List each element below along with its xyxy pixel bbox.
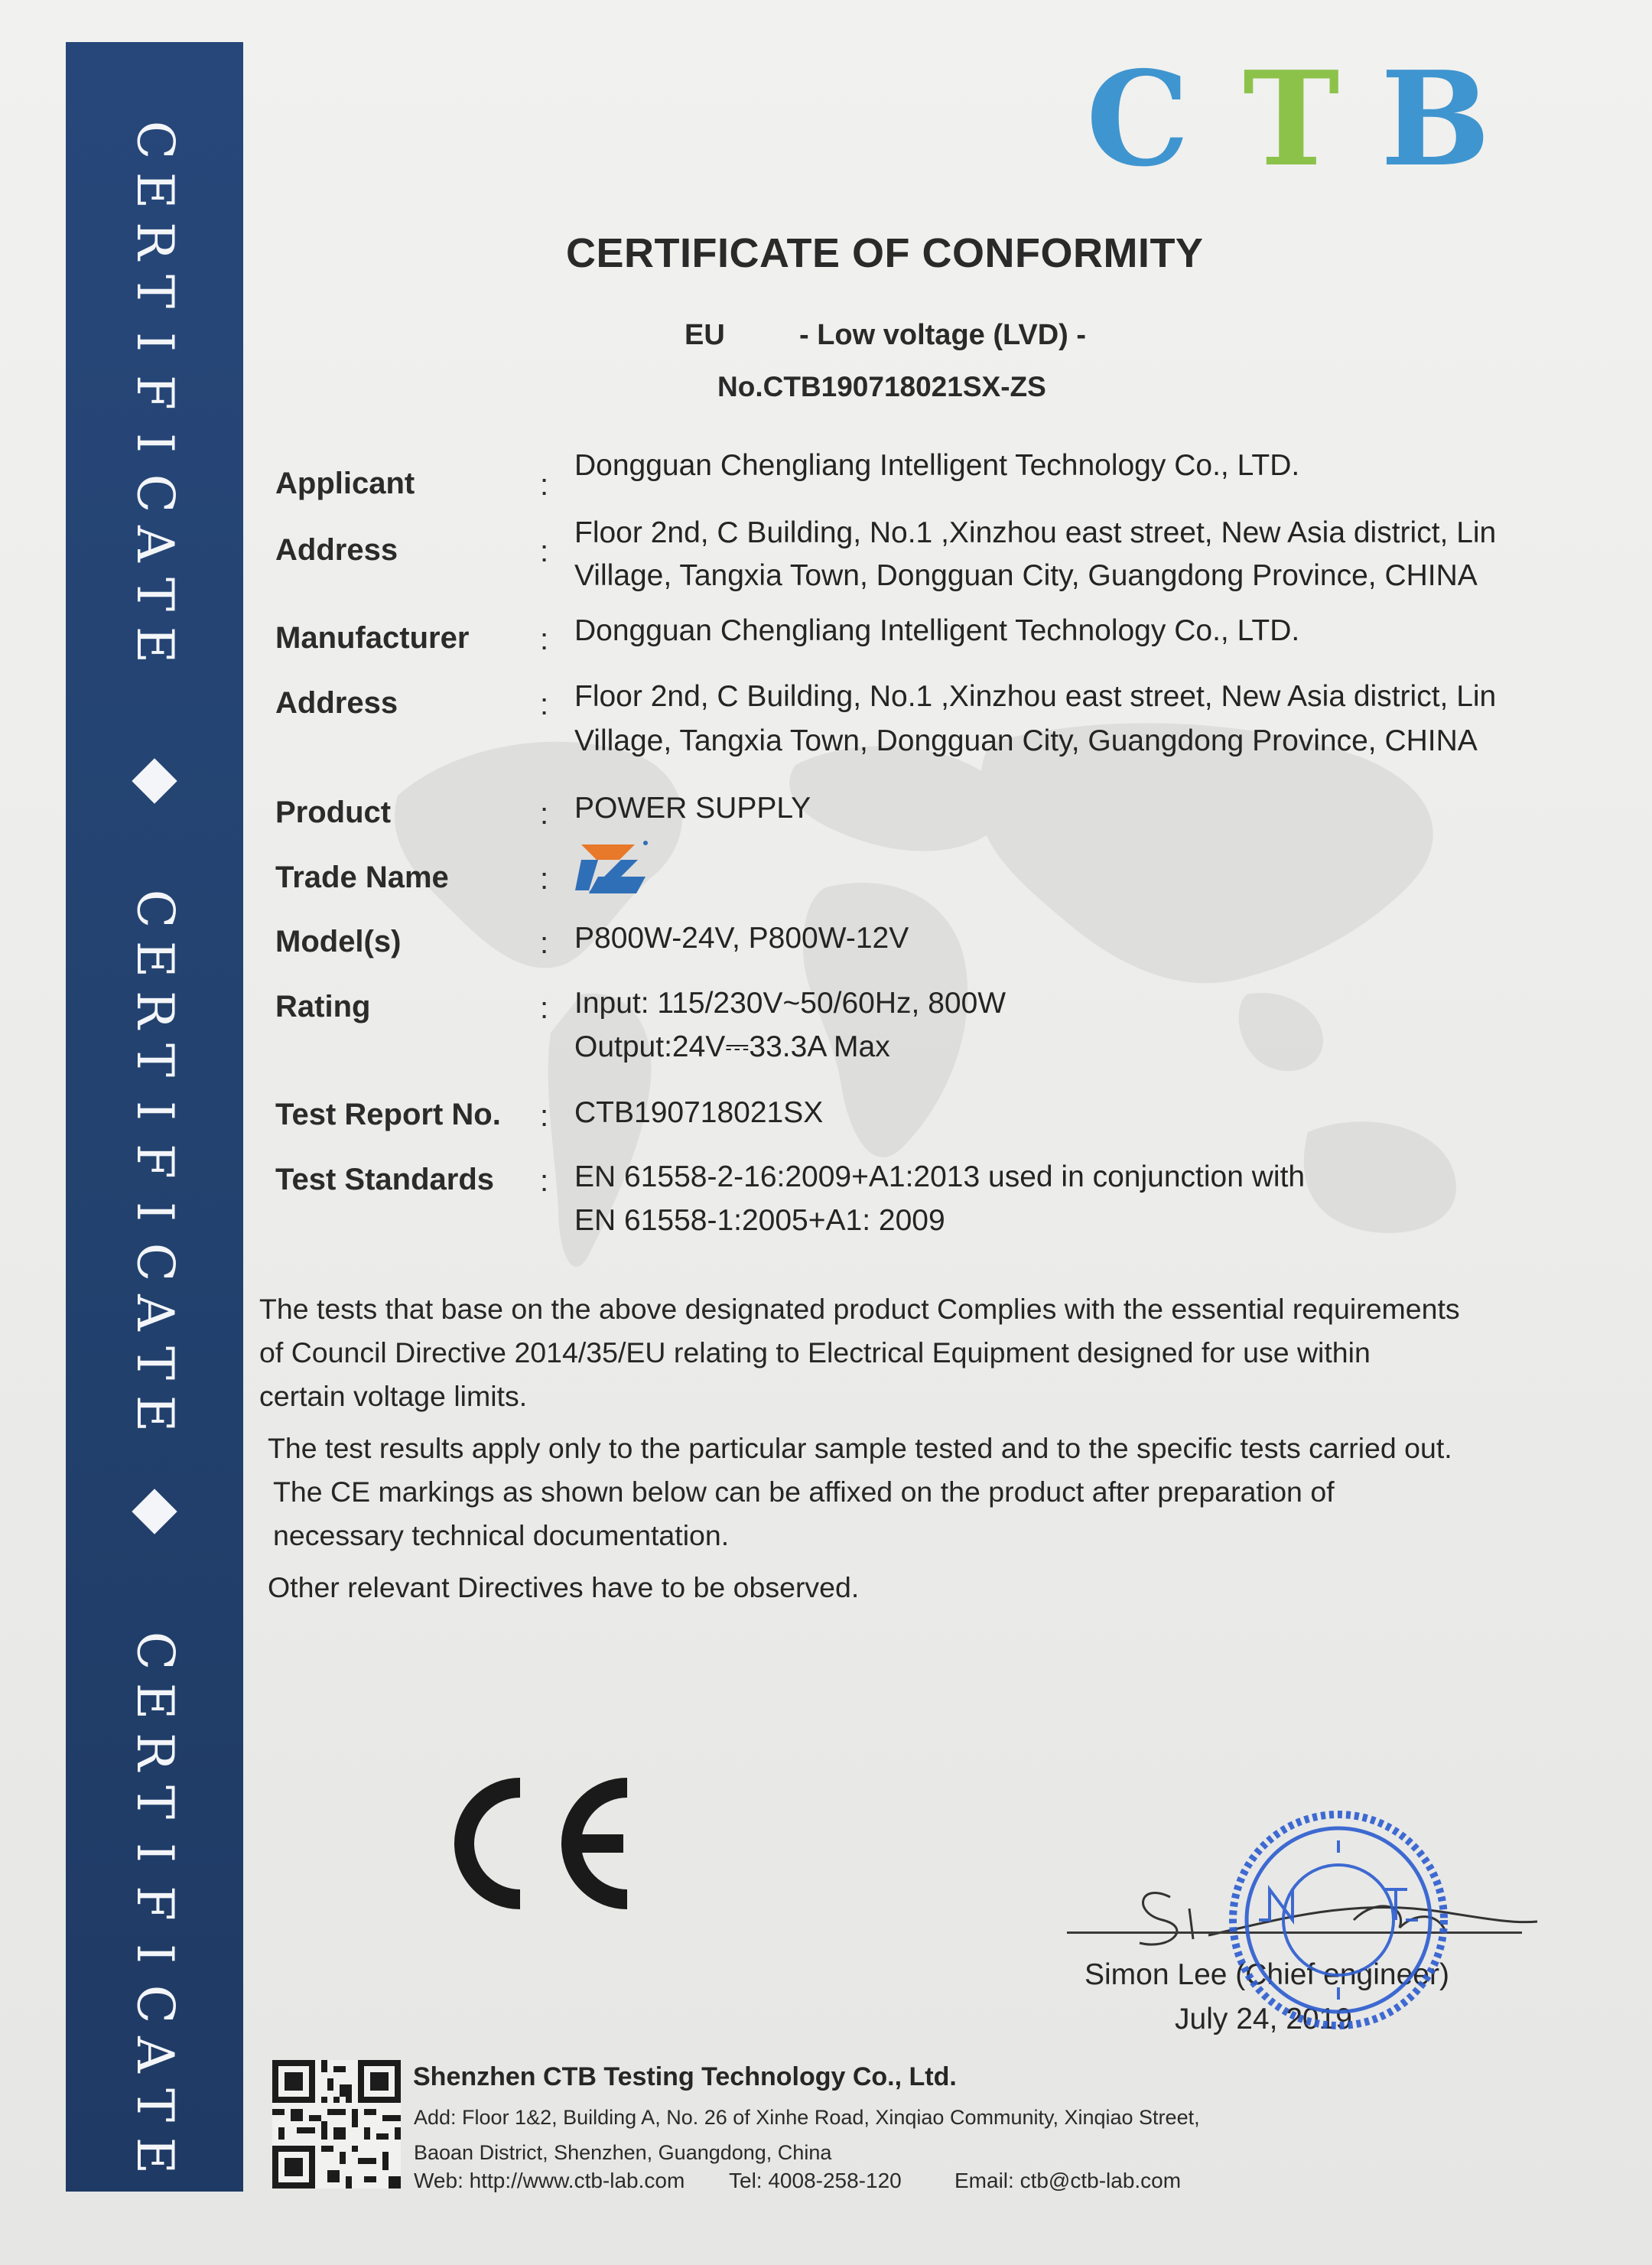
- applicant-address-line2: Village, Tangxia Town, Dongguan City, Guangdong Province, CHINA: [574, 559, 1478, 592]
- trade-name-colon: :: [540, 862, 549, 896]
- certificate-number: No.CTB190718021SX-ZS: [717, 371, 1046, 402]
- sidebar-letter: I: [125, 331, 184, 353]
- sidebar-letter: E: [125, 1682, 184, 1720]
- sidebar-letter: I: [125, 1100, 184, 1121]
- test-report-colon: :: [540, 1099, 549, 1133]
- sidebar-letter: I: [125, 432, 184, 454]
- applicant-address-line1: Floor 2nd, C Building, No.1 ,Xinzhou east street, New Asia district, Lin: [574, 516, 1497, 549]
- sidebar-letter: T: [125, 1043, 184, 1078]
- product-value: POWER SUPPLY: [574, 792, 811, 825]
- test-standards-line2: EN 61558-1:2005+A1: 2009: [574, 1204, 945, 1237]
- sidebar-diamond-1: [132, 758, 177, 803]
- models-colon: :: [540, 926, 549, 960]
- applicant-value: Dongguan Chengliang Intelligent Technology Co., LTD.: [574, 449, 1300, 482]
- ctb-logo: [1086, 57, 1514, 172]
- trade-name-label: Trade Name: [275, 861, 449, 894]
- sidebar-diamond-2: [132, 1489, 177, 1534]
- sidebar-word-2: [125, 884, 184, 1433]
- svg-text:C: C: [1086, 57, 1190, 172]
- sidebar-letter: E: [125, 171, 184, 210]
- manufacturer-address-label: Address: [275, 686, 398, 720]
- sidebar-letter: I: [125, 1943, 184, 1964]
- lab-address-line2: Baoan District, Shenzhen, Guangdong, China: [414, 2141, 832, 2164]
- test-report-value: CTB190718021SX: [574, 1096, 824, 1129]
- sidebar-letter: I: [125, 1842, 184, 1863]
- sidebar-word-1: [125, 115, 184, 664]
- svg-text:T: T: [1243, 57, 1340, 172]
- rating-output: Output:24V⎓33.3A Max: [574, 1030, 890, 1063]
- sidebar-letter: C: [125, 1242, 184, 1282]
- ctb-seal-stamp: [1224, 1805, 1453, 2035]
- sidebar-letter: E: [125, 2136, 184, 2175]
- lab-website[interactable]: Web: http://www.ctb-lab.com: [414, 2169, 685, 2192]
- compliance-line-3: certain voltage limits.: [259, 1380, 528, 1412]
- sidebar-letter: F: [125, 1144, 184, 1179]
- manufacturer-address-line2: Village, Tangxia Town, Dongguan City, Guangdong Province, CHINA: [574, 724, 1478, 757]
- sidebar-letter: C: [125, 889, 184, 929]
- manufacturer-colon: :: [540, 623, 549, 656]
- sidebar-letter: R: [125, 222, 184, 260]
- sidebar-letter: I: [125, 1201, 184, 1222]
- lab-email[interactable]: Email: ctb@ctb-lab.com: [954, 2169, 1182, 2192]
- compliance-line-2: of Council Directive 2014/35/EU relating to Electrical Equipment designed for use within: [259, 1336, 1371, 1368]
- sidebar-letter: A: [125, 1294, 184, 1331]
- sidebar-letter: T: [125, 1346, 184, 1381]
- test-standards-colon: :: [540, 1164, 549, 1198]
- test-report-label: Test Report No.: [275, 1098, 501, 1131]
- lab-telephone: Tel: 4008-258-120: [729, 2169, 902, 2192]
- scope-line-2: The CE markings as shown below can be affixed on the product after preparation of: [273, 1476, 1335, 1508]
- manufacturer-address-line1: Floor 2nd, C Building, No.1 ,Xinzhou east street, New Asia district, Lin: [574, 680, 1497, 713]
- rating-input: Input: 115/230V~50/60Hz, 800W: [574, 987, 1006, 1020]
- sidebar-letter: A: [125, 526, 184, 562]
- rating-label: Rating: [275, 990, 371, 1023]
- certificate-sidebar: [66, 42, 243, 2192]
- certificate-title: CERTIFICATE OF CONFORMITY: [566, 230, 1204, 276]
- trade-name-logo: [575, 837, 652, 901]
- applicant-colon: :: [540, 468, 549, 502]
- sidebar-letter: E: [125, 626, 184, 664]
- sidebar-letter: C: [125, 1631, 184, 1671]
- lab-company-name: Shenzhen CTB Testing Technology Co., Ltd.: [413, 2062, 957, 2091]
- compliance-line-1: The tests that base on the above designated product Complies with the essential requirements: [259, 1293, 1460, 1325]
- models-label: Model(s): [275, 925, 402, 958]
- sidebar-letter: E: [125, 940, 184, 978]
- sidebar-letter: C: [125, 474, 184, 513]
- sidebar-letter: E: [125, 1394, 184, 1433]
- sidebar-letter: T: [125, 577, 184, 612]
- scope-line-3: necessary technical documentation.: [273, 1519, 730, 1551]
- sidebar-letter: T: [125, 1785, 184, 1820]
- region-label: EU: [685, 319, 725, 351]
- other-directives-line: Other relevant Directives have to be observed.: [268, 1571, 860, 1603]
- sidebar-word-3: [125, 1626, 184, 2175]
- applicant-address-label: Address: [275, 533, 398, 567]
- models-value: P800W-24V, P800W-12V: [574, 922, 909, 955]
- sidebar-letter: R: [125, 991, 184, 1029]
- manufacturer-value: Dongguan Chengliang Intelligent Technology Co., LTD.: [574, 614, 1300, 647]
- sidebar-letter: C: [125, 120, 184, 160]
- sidebar-letter: C: [125, 1984, 184, 2024]
- test-standards-label: Test Standards: [275, 1163, 494, 1196]
- applicant-address-colon: :: [540, 535, 549, 568]
- sidebar-letter: R: [125, 1733, 184, 1771]
- product-colon: :: [540, 797, 549, 831]
- directive-label: - Low voltage (LVD) -: [799, 319, 1087, 351]
- scope-line-1: The test results apply only to the particular sample tested and to the specific tests carried out.: [268, 1432, 1452, 1464]
- lab-address-line1: Add: Floor 1&2, Building A, No. 26 of Xinhe Road, Xinqiao Community, Xinqiao Street,: [414, 2106, 1200, 2129]
- product-label: Product: [275, 796, 392, 829]
- manufacturer-label: Manufacturer: [275, 621, 470, 655]
- signature-date: July 24, 2019: [1175, 2003, 1353, 2036]
- manufacturer-address-colon: :: [540, 688, 549, 721]
- sidebar-letter: A: [125, 2036, 184, 2073]
- ce-mark: [424, 1771, 639, 1916]
- test-standards-line1: EN 61558-2-16:2009+A1:2013 used in conjunction with: [574, 1160, 1306, 1193]
- sidebar-letter: F: [125, 1886, 184, 1921]
- sidebar-letter: T: [125, 2088, 184, 2123]
- sidebar-letter: F: [125, 375, 184, 410]
- qr-code: [272, 2060, 401, 2189]
- sidebar-letter: T: [125, 274, 184, 309]
- signer-name: Simon Lee (Chief engineer): [1085, 1958, 1449, 1991]
- rating-colon: :: [540, 991, 549, 1025]
- applicant-label: Applicant: [275, 467, 415, 500]
- svg-text:B: B: [1380, 57, 1491, 172]
